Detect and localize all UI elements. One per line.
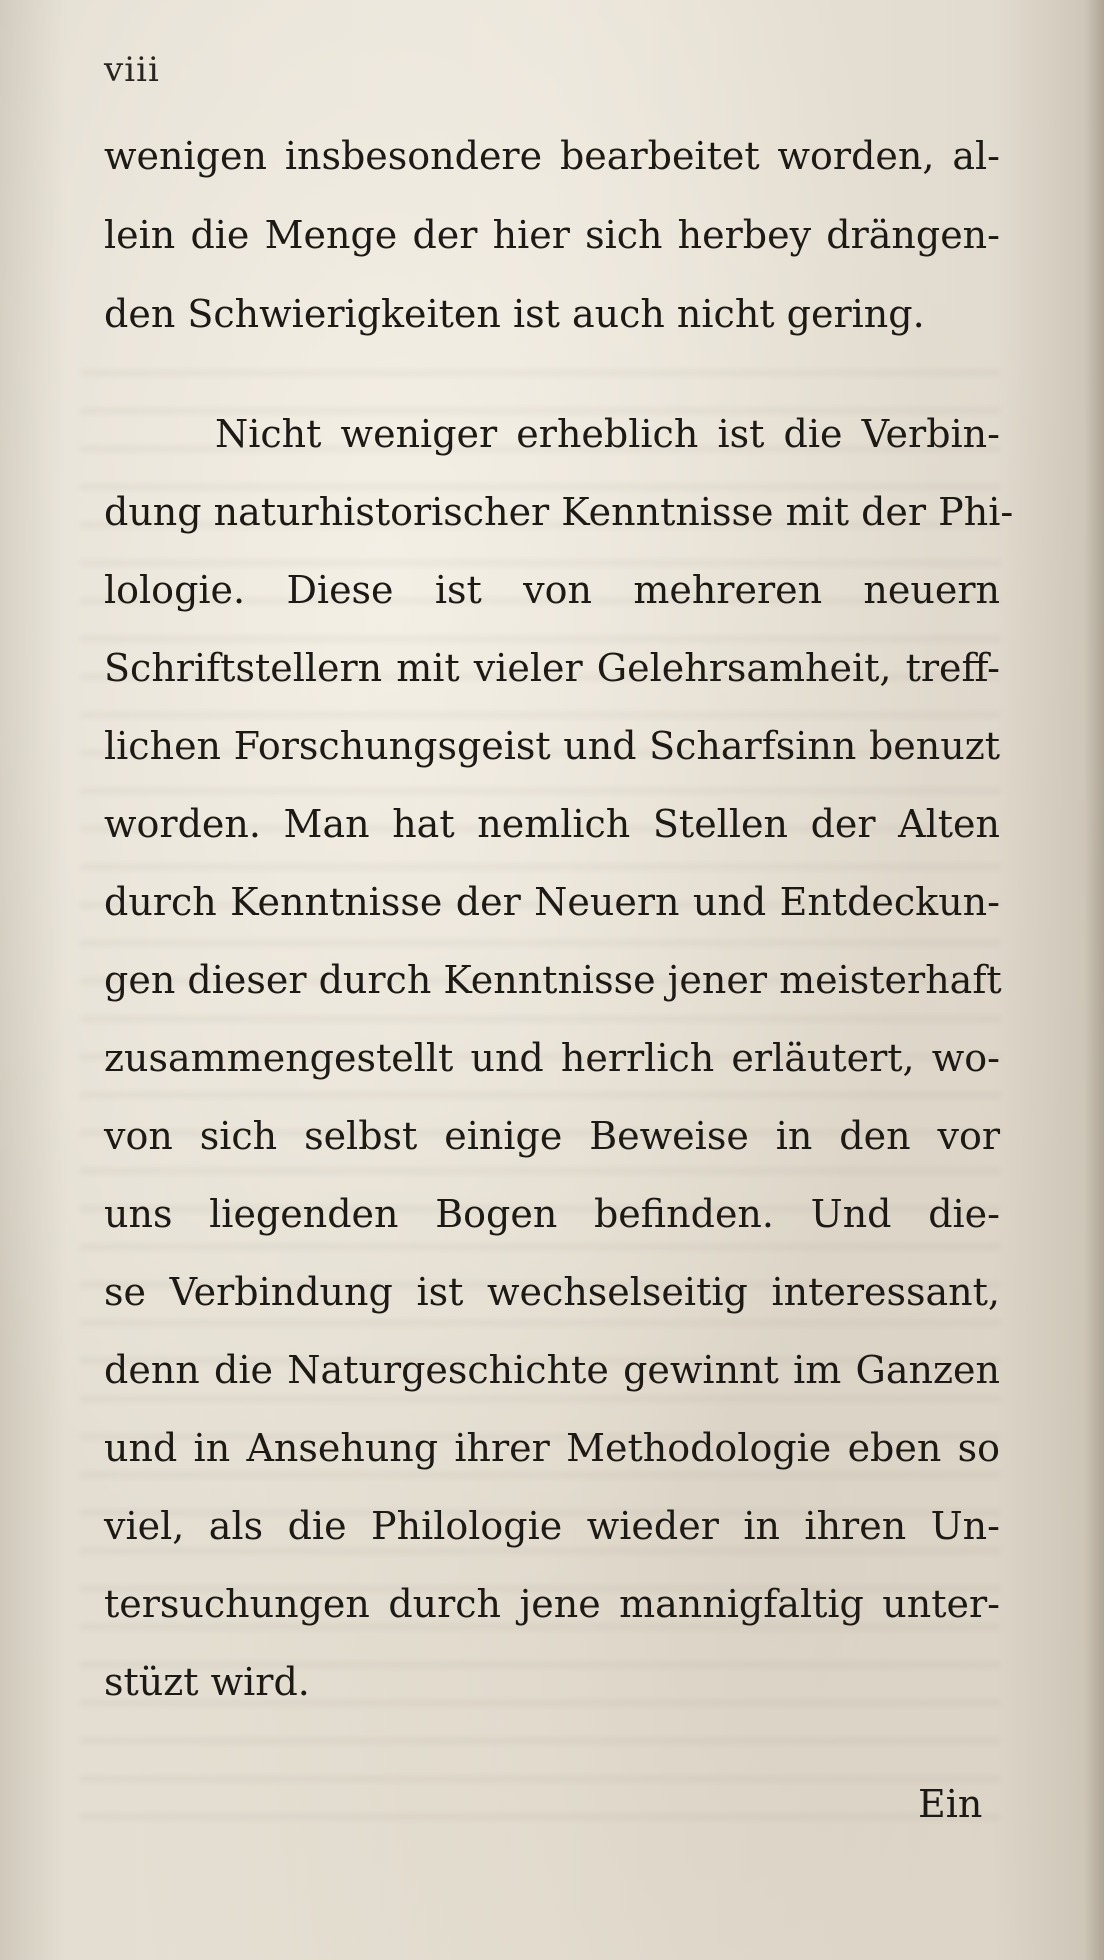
text-line: gen dieser durch Kenntnisse jener meisterhaft: [104, 958, 1002, 1002]
text-line: zusammengestellt und herrlich erläutert, wo-: [104, 1036, 1000, 1080]
page-number: viii: [104, 50, 160, 90]
text-line: wenigen insbesondere bearbeitet worden, al-: [104, 134, 1000, 178]
text-line: denn die Naturgeschichte gewinnt im Ganzen: [104, 1348, 1000, 1392]
text-line: viel, als die Philologie wieder in ihren Un-: [104, 1504, 1000, 1548]
text-line: dung naturhistorischer Kenntnisse mit der Phi-: [104, 490, 1014, 534]
page-edge-shadow: [1084, 0, 1104, 1960]
text-line: lologie. Diese ist von mehreren neuern: [104, 568, 1000, 612]
text-line: stüzt wird.: [104, 1660, 310, 1704]
catchword: Ein: [918, 1782, 983, 1826]
text-line: durch Kenntnisse der Neuern und Entdeckun-: [104, 880, 1000, 924]
text-line: uns liegenden Bogen befinden. Und die-: [104, 1192, 1000, 1236]
text-line: tersuchungen durch jene mannigfaltig unter-: [104, 1582, 1000, 1626]
text-line: Schriftstellern mit vieler Gelehrsamheit, treff-: [104, 646, 1000, 690]
text-line: worden. Man hat nemlich Stellen der Alten: [104, 802, 1000, 846]
text-line: lichen Forschungsgeist und Scharfsinn benuzt: [104, 724, 1000, 768]
text-line: Nicht weniger erheblich ist die Verbin-: [215, 412, 1000, 456]
text-line: lein die Menge der hier sich herbey drängen-: [104, 213, 1000, 257]
text-line: und in Ansehung ihrer Methodologie eben so: [104, 1426, 1000, 1470]
text-line: von sich selbst einige Beweise in den vor: [104, 1114, 1000, 1158]
text-line: se Verbindung ist wechselseitig interessant,: [104, 1270, 1000, 1314]
text-line: den Schwierigkeiten ist auch nicht gering.: [104, 292, 925, 336]
